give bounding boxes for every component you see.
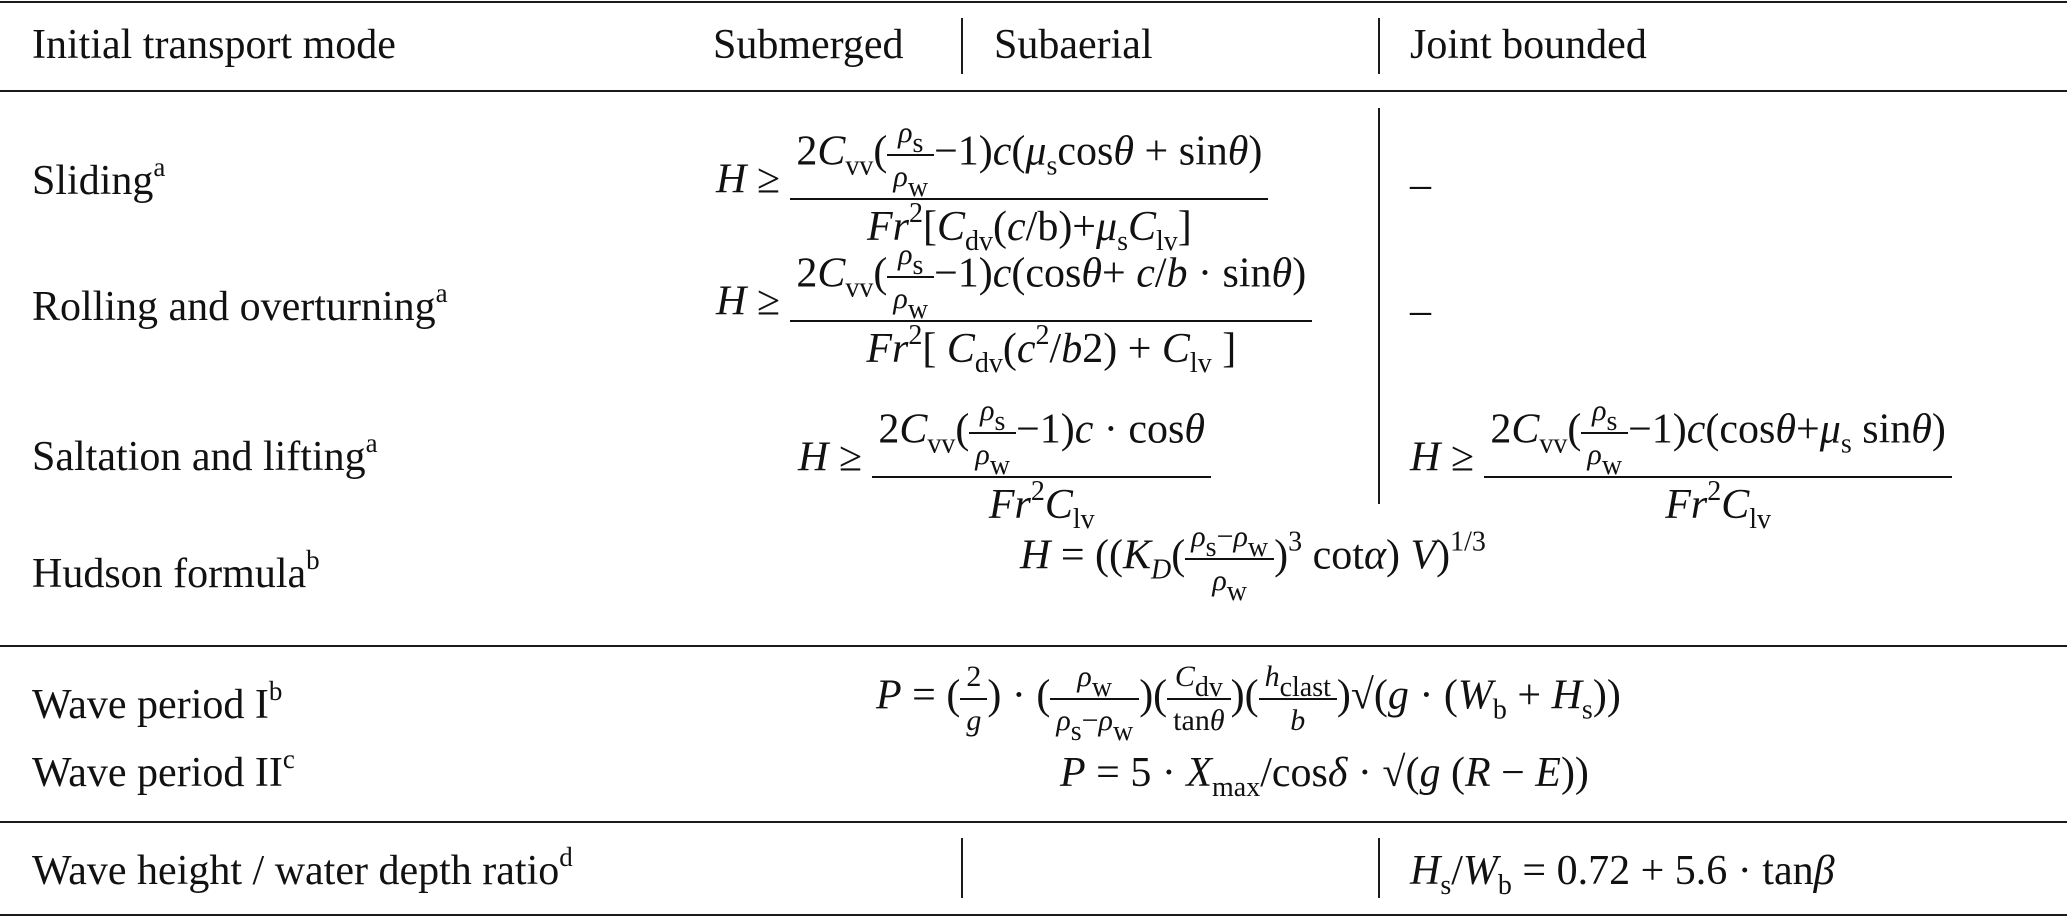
ratio-separator-2: [1378, 838, 1380, 898]
row-label-sliding: Sliding$^a$: [32, 152, 166, 204]
formula-rolling: H ≥ $2C_{vv}$( $\frac{\rho s}{\rho w}$ −1)c(cosθ+ c/b · sinθ) Fr$^2$[ $C_{dv}(c^2/b2) + C_{lv}$ ]: [716, 240, 1312, 370]
row-label-rolling: Rolling and overturning$^a$: [32, 278, 448, 330]
row-label-ratio: Wave height / water depth ratio$^d$: [32, 842, 573, 894]
row-label-wave-period-1: Wave period $I^b$: [32, 676, 283, 728]
header-separator-2: [1378, 18, 1380, 74]
row-label-wave-period-2: Wave period $II^c$: [32, 744, 295, 796]
group-rule-1: [0, 645, 2067, 647]
formula-wave-period-2: $P = 5 \cdot X_{max}$/cosδ · √(g (R − E)): [1060, 750, 1589, 803]
formula-wave-period-1: P = ( $\frac{2}{g}$ ) · ( $\frac{\rho w}{\rho s-\rho w}$ )( $\frac{\text{Cdv}}{\tan\theta}$ )( $\frac{\text{hclast}}{b}$ )$√(g \cdot (W_b + H_s))$: [876, 660, 1621, 747]
group-rule-2: [0, 821, 2067, 823]
table-bottom-rule: [0, 914, 2067, 916]
header-subaerial: Subaerial: [994, 22, 1153, 68]
body-separator: [1378, 108, 1380, 504]
formula-saltation-joint: H ≥ $2C_{vv}$( $\frac{\rho s}{\rho w}$ $-1)c(\cos\theta+\mu_s$ sinθ) $Fr^2C_{lv}$: [1410, 396, 1952, 526]
formula-ratio: $H_s/W_b = 0.72 + 5.6 \cdot \tan\beta$: [1410, 848, 1835, 901]
joint-sliding-dash: –: [1410, 162, 1431, 208]
header-submerged: Submerged: [713, 22, 904, 68]
row-label-hudson: Hudson formula$^b$: [32, 545, 320, 597]
formula-sliding: H ≥ $2C_{vv}$( $\frac{\rho s}{\rho w}$ $-1)c(\mu_s\cos\theta + \sin\theta)$ $Fr^2[C_{dv}(c/b)+\mu_sC_{lv}]$: [716, 118, 1268, 248]
header-rule: [0, 90, 2067, 92]
table-top-rule: [0, 1, 2067, 3]
joint-rolling-dash: –: [1410, 288, 1431, 334]
header-separator-1: [961, 18, 963, 74]
header-joint-bounded: Joint bounded: [1410, 22, 1647, 68]
ratio-separator-1: [961, 838, 963, 898]
formula-hudson: $H = ((K_D$( $\frac{\rho s-\rho w}{\rho w}$ )$^3$ cotα) V)$^{1/3}$: [1020, 520, 1486, 607]
formula-saltation-submerged: H ≥ $2C_{vv}$( $\frac{\rho s}{\rho w}$ −1)c · cosθ $Fr^2C_{lv}$: [798, 396, 1211, 526]
row-label-saltation: Saltation and lifting$^a$: [32, 428, 378, 480]
header-transport-mode: Initial transport mode: [32, 22, 396, 68]
